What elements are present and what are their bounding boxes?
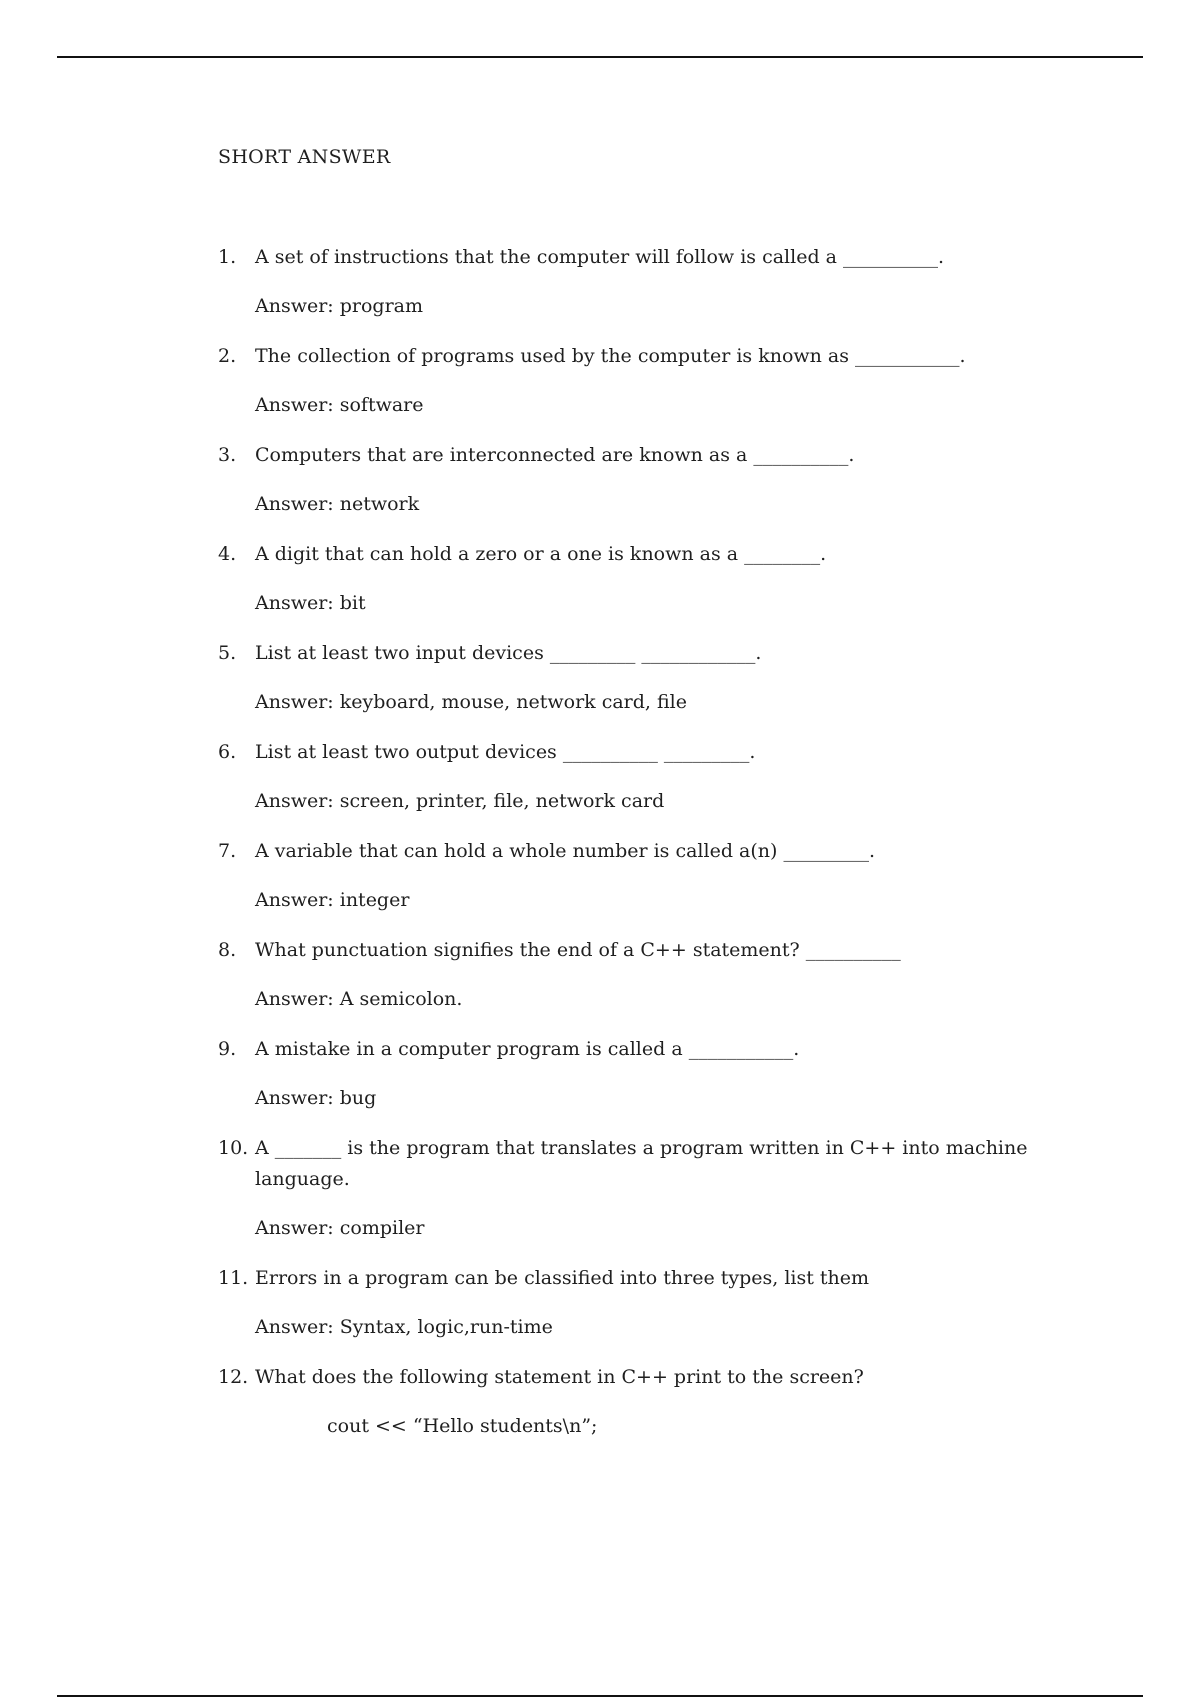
question-text: A mistake in a computer program is called a ___________. [255,1038,800,1060]
answer-text: Answer: bug [255,1087,377,1109]
answer-text: Answer: software [255,394,424,416]
question-number: 9. [218,1038,237,1060]
question-9 [218,1034,1038,1114]
question-3 [218,440,1038,520]
answer-text: Answer: A semicolon. [255,988,463,1010]
question-text: List at least two output devices __________ _________. [255,741,756,763]
question-number: 5. [218,642,237,664]
question-text: A _______ is the program that translates a program written in C++ into machine language. [255,1137,1028,1190]
answer-text: Answer: screen, printer, file, network card [255,790,665,812]
question-1 [218,242,1038,322]
question-12 [218,1362,1038,1442]
question-number: 8. [218,939,237,961]
question-number: 6. [218,741,237,763]
question-number: 11. [218,1267,249,1289]
bottom-rule [57,1695,1143,1697]
question-8 [218,935,1038,1015]
question-number: 1. [218,246,237,268]
question-10 [218,1133,1038,1244]
question-2 [218,341,1038,421]
question-number: 10. [218,1137,249,1159]
document-page [218,146,1038,1442]
question-4 [218,539,1038,619]
question-5 [218,638,1038,718]
top-rule [57,56,1143,58]
answer-text: Answer: compiler [255,1217,425,1239]
question-text: The collection of programs used by the computer is known as ___________. [255,345,966,367]
question-text: List at least two input devices _________ ____________. [255,642,762,664]
answer-text: Answer: network [255,493,420,515]
question-number: 2. [218,345,237,367]
question-number: 12. [218,1366,249,1388]
answer-text: Answer: keyboard, mouse, network card, file [255,691,687,713]
question-text: A variable that can hold a whole number is called a(n) _________. [255,840,875,862]
question-list [218,242,1038,1442]
question-text: A digit that can hold a zero or a one is known as a ________. [255,543,827,565]
answer-text: Answer: integer [255,889,410,911]
section-title: SHORT ANSWER [218,146,391,168]
question-number: 3. [218,444,237,466]
code-snippet: cout << “Hello students\n”; [327,1415,598,1437]
answer-text: Answer: program [255,295,424,317]
question-text: Errors in a program can be classified into three types, list them [255,1267,870,1289]
answer-text: Answer: bit [255,592,366,614]
question-11 [218,1263,1038,1343]
question-text: A set of instructions that the computer will follow is called a __________. [255,246,945,268]
question-text: Computers that are interconnected are known as a __________. [255,444,855,466]
question-text: What punctuation signifies the end of a C++ statement? __________ [255,939,901,961]
question-number: 7. [218,840,237,862]
answer-text: Answer: Syntax, logic,run-time [255,1316,553,1338]
question-7 [218,836,1038,916]
question-6 [218,737,1038,817]
question-number: 4. [218,543,237,565]
question-text: What does the following statement in C++ print to the screen? [255,1366,864,1388]
